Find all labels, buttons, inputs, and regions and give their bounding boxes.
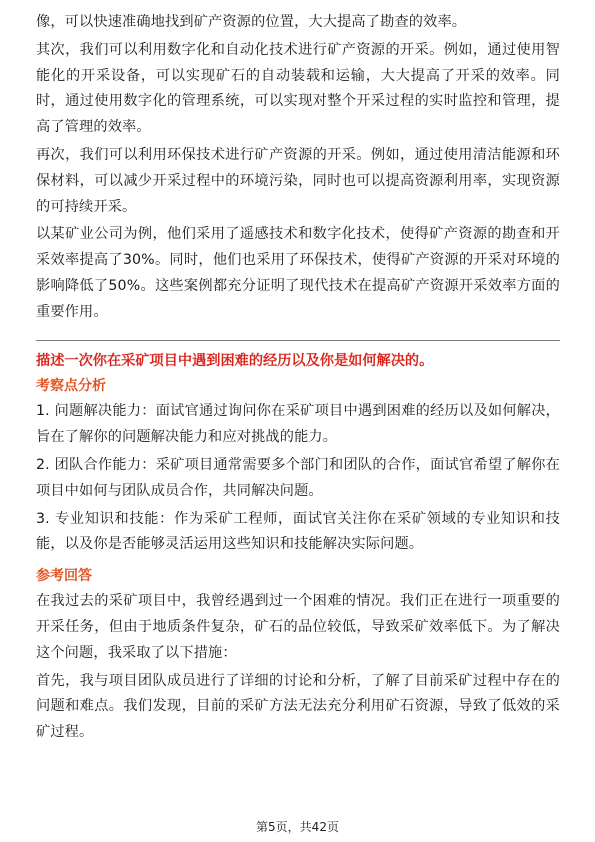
answer-paragraph-2: 首先，我与项目团队成员进行了详细的讨论和分析，了解了目前采矿过程中存在的问题和难点。我们发现，目前的采矿方法无法充分利用矿石资源，导致了低效的采矿过程。 <box>36 672 560 741</box>
intro-paragraph-3: 再次，我们可以利用环保技术进行矿产资源的开采。例如，通过使用清洁能源和环保材料，可以减少开采过程中的环境污染，同时也可以提高资源利用率，实现资源的可持续开采。 <box>36 146 560 215</box>
analysis-heading: 考察点分析 <box>36 378 106 395</box>
document-page <box>36 10 560 748</box>
analysis-item-2: 2. 团队合作能力：采矿项目通常需要多个部门和团队的合作，面试官希望了解你在项目中如何与团队成员合作，共同解决问题。 <box>36 456 560 499</box>
intro-paragraph-1: 像，可以快速准确地找到矿产资源的位置，大大提高了勘查的效率。 <box>36 14 467 30</box>
answer-paragraph-1: 在我过去的采矿项目中，我曾经遇到过一个困难的情况。我们正在进行一项重要的开采任务，但由于地质条件复杂，矿石的品位较低，导致采矿效率低下。为了解决这个问题，我采取了以下措施： <box>36 593 560 661</box>
page-number: 第5页，共42页 <box>256 820 339 834</box>
analysis-item-3: 3. 专业知识和技能：作为采矿工程师，面试官关注你在采矿领域的专业知识和技能，以及你是否能够灵活运用这些知识和技能解决实际问题。 <box>36 510 560 553</box>
interview-question: 描述一次你在采矿项目中遇到困难的经历以及你是如何解决的。 <box>36 352 434 369</box>
intro-paragraph-2: 其次，我们可以利用数字化和自动化技术进行矿产资源的开采。例如，通过使用智能化的开采设备，可以实现矿石的自动装载和运输，大大提高了开采的效率。同时，通过使用数字化的管理系统，可以实现对整个开采过程的实时监控和管理，提高了管理的效率。 <box>36 41 560 136</box>
intro-paragraph-4: 以某矿业公司为例，他们采用了遥感技术和数字化技术，使得矿产资源的勘查和开采效率提高了30%。同时，他们也采用了环保技术，使得矿产资源的开采对环境的影响降低了50%。这些案例都充分证明了现代技术在提高矿产资源开采效率方面的重要作用。 <box>36 226 560 320</box>
analysis-item-1: 1. 问题解决能力：面试官通过询问你在采矿项目中遇到困难的经历以及如何解决，旨在了解你的问题解决能力和应对挑战的能力。 <box>36 403 560 446</box>
section-divider <box>36 340 560 341</box>
answer-heading: 参考回答 <box>36 568 92 585</box>
